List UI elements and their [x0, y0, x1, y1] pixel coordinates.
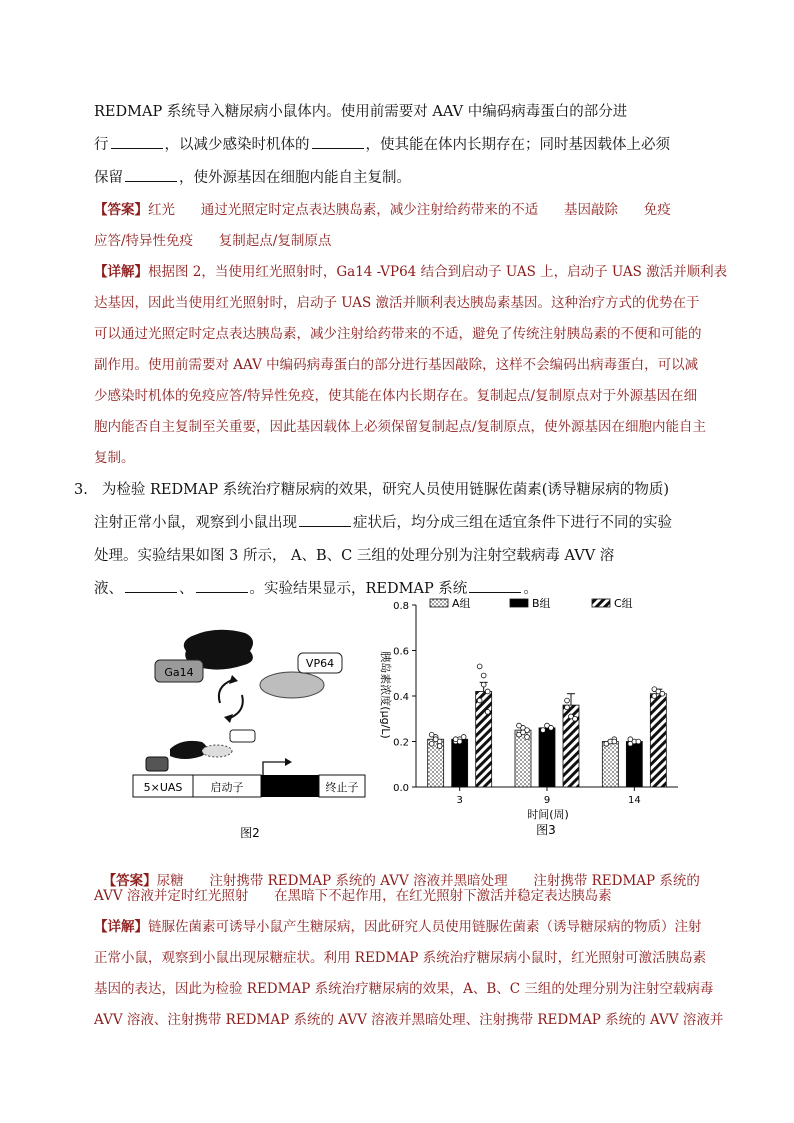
answer-text: 尿糖 注射携带 REDMAP 系统的 AVV 溶液并黑暗处理 注射携带 REDMAP 系统的: [156, 873, 700, 889]
gene-box: [261, 775, 319, 797]
transcription-arrow-icon: [263, 762, 285, 775]
data-point: [485, 710, 490, 715]
data-point: [636, 739, 641, 744]
vp64-shape: [260, 672, 324, 698]
y-tick-label: 0.2: [393, 737, 409, 749]
q2-line-1: REDMAP 系统导入糖尿病小鼠体内。使用前需要对 AAV 中编码病毒蛋白的部分进: [94, 104, 628, 120]
blank-4: [299, 525, 351, 527]
answer-tag: 【答案】: [94, 202, 148, 218]
data-point: [485, 689, 490, 694]
q3-text: 液、: [94, 581, 123, 597]
q2-line-2: [94, 133, 670, 154]
y-tick-label: 0.8: [393, 601, 409, 612]
q3-text: 。实验结果显示，REDMAP 系统: [249, 581, 468, 597]
data-point: [565, 705, 570, 710]
q3-text: 。: [523, 581, 538, 597]
arrowhead-icon: [285, 758, 292, 766]
legend-swatch-A组: [430, 599, 448, 607]
data-point: [652, 694, 657, 699]
data-point: [573, 716, 578, 721]
bar-B组: [539, 728, 555, 787]
data-point: [477, 698, 482, 703]
vp64-label: VP64: [305, 657, 335, 670]
data-point: [549, 725, 554, 730]
q2-text: 行: [94, 137, 109, 153]
answer-text: 红光 通过光照定时定点表达胰岛素，减少注射给药带来的不适 基因敲除 免疫: [148, 202, 671, 218]
blank-5: [125, 591, 177, 593]
figure-3-chart: [360, 595, 700, 840]
data-point: [457, 739, 462, 744]
ga14-label: Ga14: [164, 666, 194, 679]
bound-ga14-shape: [170, 741, 207, 759]
bar-A组: [602, 742, 618, 788]
data-point: [525, 735, 530, 740]
data-point: [433, 737, 438, 742]
uas-label: 5×UAS: [143, 781, 183, 794]
bound-vp64-shape: [202, 745, 232, 757]
data-point: [481, 682, 486, 687]
q2-text: ，使外源基因在细胞内能自主复制。: [179, 170, 411, 186]
x-tick-label: 3: [456, 795, 463, 806]
legend-swatch-B组: [510, 599, 528, 607]
answer-2-line-2: 应答/特异性免疫 复制起点/复制原点: [94, 233, 332, 249]
detail-3-line-3: 基因的表达，因此为检验 REDMAP 系统治疗糖尿病的效果，A、B、C 三组的处理分别为注射空载病毒: [94, 981, 714, 997]
detail-2-line-6: 胞内能否自主复制至关重要，因此基因载体上必须保留复制起点/复制原点，使外源基因在细胞内能自主: [94, 419, 707, 435]
q3-line-3: 处理。实验结果如图 3 所示， A、B、C 三组的处理分别为注射空载病毒 AVV 溶: [94, 548, 615, 564]
detail-3-line-1: [94, 915, 702, 935]
blank-2: [312, 147, 364, 149]
q3-text: 症状后，均分成三组在适宜条件下进行不同的实验: [353, 515, 672, 531]
data-point: [521, 730, 526, 735]
detail-2-line-7: 复制。: [94, 450, 135, 466]
bar-C组: [650, 694, 666, 787]
blank-6: [196, 591, 248, 593]
q2-text: ，使其能在体内长期存在；同时基因载体上必须: [365, 137, 670, 153]
y-tick-label: 0.6: [393, 646, 409, 658]
detail-text: 链脲佐菌素可诱导小鼠产生糖尿病，因此研究人员使用链脲佐菌素（诱导糖尿病的物质）注射: [148, 919, 702, 935]
q3-text: 注射正常小鼠，观察到小鼠出现: [94, 515, 297, 531]
promoter-label: 启动子: [210, 781, 244, 794]
data-point: [565, 698, 570, 703]
figure-2-diagram: [120, 625, 370, 850]
x-axis-label: 时间(周): [527, 808, 569, 821]
answer-tag: 【答案】: [102, 873, 157, 889]
detail-2-line-5: 少感染时机体的免疫应答/特异性免疫，使其能在体内长期存在。复制起点/复制原点对于外源基因在细: [94, 388, 698, 404]
detail-3-line-4: AVV 溶液、注射携带 REDMAP 系统的 AVV 溶液并黑暗处理、注射携带 REDMAP 系统的 AVV 溶液并: [94, 1012, 724, 1028]
bar-B组: [626, 742, 642, 788]
data-point: [612, 739, 617, 744]
data-point: [481, 673, 486, 678]
legend-label: A组: [452, 597, 471, 610]
legend-swatch-C组: [592, 599, 610, 607]
q2-line-3: [94, 166, 411, 187]
q3-text: 为检验 REDMAP 系统治疗糖尿病的效果，研究人员使用链脲佐菌素(诱导糖尿病的物质): [101, 482, 670, 498]
data-point: [461, 735, 466, 740]
arrowhead-icon: [224, 714, 233, 723]
arrowhead-icon: [229, 675, 238, 684]
blank-3: [125, 180, 177, 182]
detail-tag: 【详解】: [94, 919, 148, 935]
detail-tag: 【详解】: [94, 264, 148, 280]
detail-2-line-2: 达基因，因此当使用红光照射时，启动子 UAS 激活并顺利表达胰岛素基因。这种治疗方式的优势在于: [94, 295, 700, 311]
q2-text: ，以减少感染时机体的: [164, 137, 310, 153]
chart-marks: [428, 664, 667, 787]
data-point: [541, 728, 546, 733]
figure-3-caption: 图3: [536, 823, 556, 837]
figure-2-caption: 图2: [240, 826, 260, 840]
q3-line-2: [94, 511, 672, 532]
detail-3-line-2: 正常小鼠，观察到小鼠出现尿糖症状。利用 REDMAP 系统治疗糖尿病小鼠时，红光照射可激活胰岛素: [94, 950, 707, 966]
detail-2-line-1: [94, 260, 727, 280]
small-label-box: [146, 757, 168, 771]
blank-1: [111, 147, 163, 149]
data-point: [477, 664, 482, 669]
x-tick-label: 14: [627, 795, 641, 806]
q3-line-1: [74, 478, 669, 499]
blank-7: [469, 591, 521, 593]
data-point: [437, 744, 442, 749]
y-axis-label: 胰岛素浓度(μg/L): [379, 651, 392, 739]
data-point: [429, 732, 434, 737]
data-point: [628, 737, 633, 742]
data-point: [660, 691, 665, 696]
bar-C组: [476, 691, 492, 787]
bar-B组: [452, 739, 468, 787]
answer-2-line-1: [94, 198, 671, 218]
data-point: [517, 723, 522, 728]
q2-text: 保留: [94, 170, 123, 186]
chart-legend: [430, 597, 633, 610]
detail-text: 根据图 2，当使用红光照射时，Ga14 -VP64 结合到启动子 UAS 上，启动子 UAS 激活并顺利表: [148, 264, 728, 280]
detail-2-line-4: 副作用。使用前需要对 AAV 中编码病毒蛋白的部分进行基因敲除，这样不会编码出病毒蛋白，可以减: [94, 357, 699, 373]
x-tick-label: 9: [543, 795, 551, 806]
y-tick-label: 0.0: [393, 783, 409, 794]
data-point: [429, 741, 434, 746]
detail-2-line-3: 可以通过光照定时定点表达胰岛素，减少注射给药带来的不适，避免了传统注射胰岛素的不便和可能的: [94, 326, 702, 342]
q3-text: 、: [179, 581, 194, 597]
bound-label-box: [230, 730, 255, 742]
terminator-label: 终止子: [325, 781, 359, 794]
legend-label: C组: [614, 597, 633, 610]
answer-3-line-2: AVV 溶液并定时红光照射 在黑暗下不起作用，在红光照射下激活并稳定表达胰岛素: [94, 888, 612, 904]
question-number: 3.: [74, 482, 88, 498]
y-tick-label: 0.4: [393, 692, 409, 703]
legend-label: B组: [532, 597, 551, 610]
